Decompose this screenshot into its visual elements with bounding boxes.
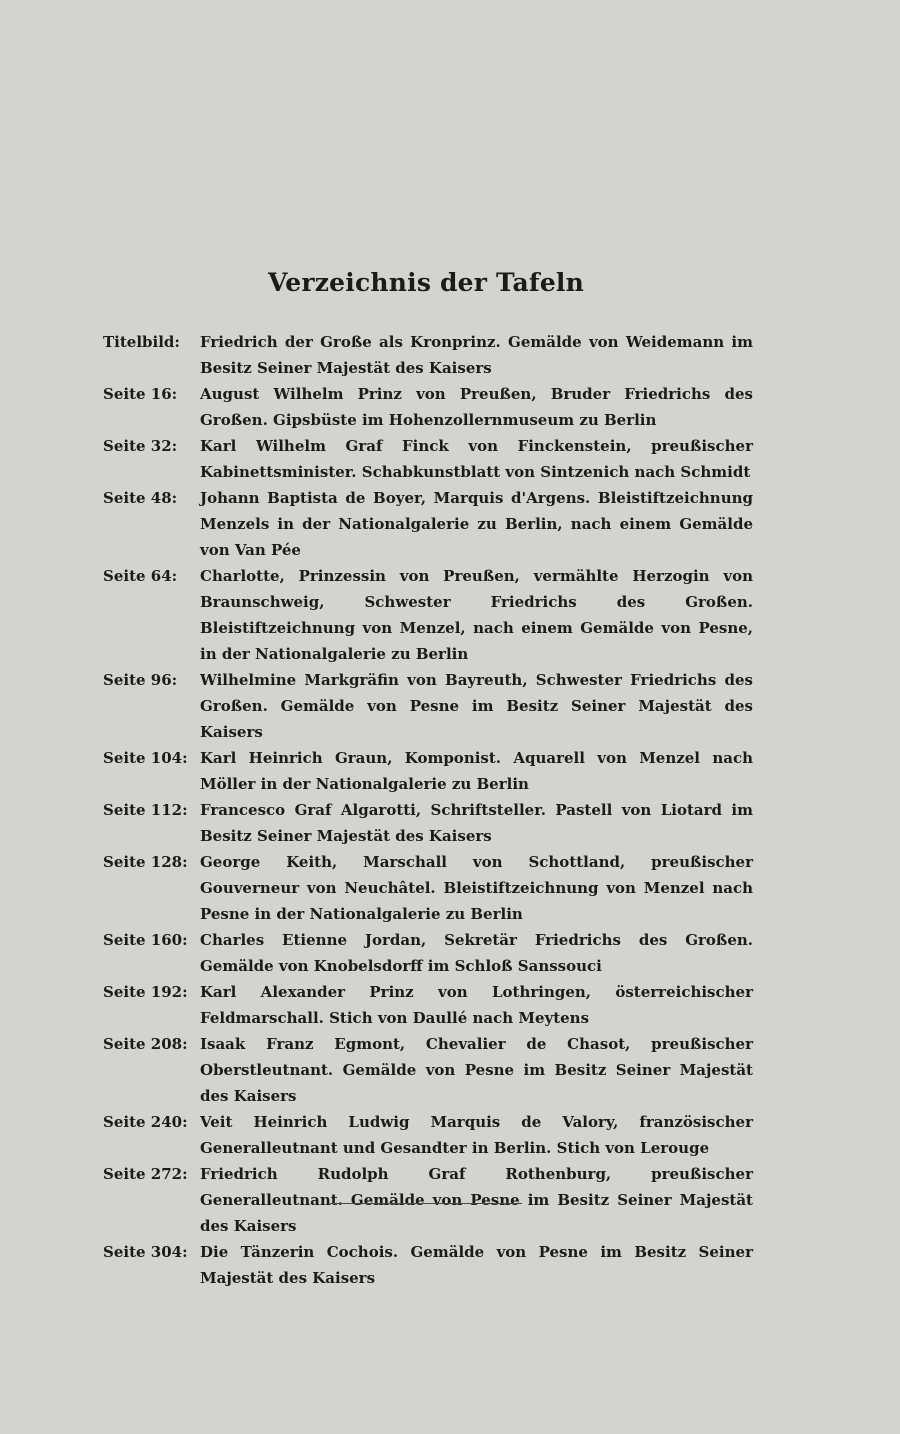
entry-page-label: Seite 112: bbox=[103, 801, 188, 819]
entry-page-label: Seite 192: bbox=[103, 983, 188, 1001]
entry-page-label: Seite 96: bbox=[103, 671, 178, 689]
entry-description: George Keith, Marschall von Schottland, preußischer Gouverneur von Neuchâtel. Bleistiftzeichnung von Menzel nach Pesne in der Nationalgalerie zu Berlin bbox=[200, 853, 753, 923]
entry-page-label: Seite 104: bbox=[103, 749, 188, 767]
entry-page-label: Seite 240: bbox=[103, 1113, 188, 1131]
list-item bbox=[103, 485, 753, 563]
page-title: Verzeichnis der Tafeln bbox=[267, 268, 585, 297]
entry-page-label: Seite 304: bbox=[103, 1243, 188, 1261]
entry-description: August Wilhelm Prinz von Preußen, Bruder Friedrichs des Großen. Gipsbüste im Hohenzollernmuseum zu Berlin bbox=[200, 385, 753, 429]
entry-description: Charlotte, Prinzessin von Preußen, vermählte Herzogin von Braunschweig, Schwester Friedrichs des Großen. Bleistiftzeichnung von Menzel, nach einem Gemälde von Pesne, in der Nationalgalerie zu Berlin bbox=[200, 567, 753, 663]
list-item bbox=[103, 797, 753, 849]
entry-description: Karl Heinrich Graun, Komponist. Aquarell von Menzel nach Möller in der Nationalgalerie zu Berlin bbox=[200, 749, 753, 793]
list-item bbox=[103, 563, 753, 667]
list-item bbox=[103, 849, 753, 927]
list-item bbox=[103, 1161, 753, 1239]
entry-description: Isaak Franz Egmont, Chevalier de Chasot, preußischer Oberstleutnant. Gemälde von Pesne im Besitz Seiner Majestät des Kaisers bbox=[200, 1035, 753, 1105]
entry-description: Charles Etienne Jordan, Sekretär Friedrichs des Großen. Gemälde von Knobelsdorff im Schloß Sanssouci bbox=[200, 931, 753, 975]
list-item bbox=[103, 433, 753, 485]
entry-page-label: Seite 48: bbox=[103, 489, 178, 507]
entry-page-label: Seite 208: bbox=[103, 1035, 188, 1053]
plates-list bbox=[103, 329, 753, 1291]
entry-page-label: Seite 160: bbox=[103, 931, 188, 949]
entry-description: Die Tänzerin Cochois. Gemälde von Pesne im Besitz Seiner Majestät des Kaisers bbox=[200, 1243, 753, 1287]
entry-description: Wilhelmine Markgräfin von Bayreuth, Schwester Friedrichs des Großen. Gemälde von Pesne im Besitz Seiner Majestät des Kaisers bbox=[200, 671, 753, 741]
entry-description: Francesco Graf Algarotti, Schriftsteller. Pastell von Liotard im Besitz Seiner Majestät des Kaisers bbox=[200, 801, 753, 845]
list-item bbox=[103, 745, 753, 797]
list-item bbox=[103, 1109, 753, 1161]
entry-description: Karl Alexander Prinz von Lothringen, österreichischer Feldmarschall. Stich von Daullé nach Meytens bbox=[200, 983, 753, 1027]
entry-page-label: Seite 128: bbox=[103, 853, 188, 871]
closing-rule bbox=[330, 1203, 522, 1204]
list-item bbox=[103, 927, 753, 979]
list-item bbox=[103, 329, 753, 381]
list-item bbox=[103, 1239, 753, 1291]
entry-description: Karl Wilhelm Graf Finck von Finckenstein, preußischer Kabinettsminister. Schabkunstblatt von Sintzenich nach Schmidt bbox=[200, 437, 753, 481]
list-item bbox=[103, 667, 753, 745]
entry-page-label: Titelbild: bbox=[103, 333, 180, 351]
entry-description: Johann Baptista de Boyer, Marquis d'Argens. Bleistiftzeichnung Menzels in der Nationalgalerie zu Berlin, nach einem Gemälde von Van Pée bbox=[200, 489, 753, 559]
entry-page-label: Seite 64: bbox=[103, 567, 178, 585]
entry-description: Friedrich der Große als Kronprinz. Gemälde von Weidemann im Besitz Seiner Majestät des Kaisers bbox=[200, 333, 753, 377]
entry-page-label: Seite 32: bbox=[103, 437, 178, 455]
list-item bbox=[103, 979, 753, 1031]
entry-page-label: Seite 272: bbox=[103, 1165, 188, 1183]
entry-description: Friedrich Rudolph Graf Rothenburg, preußischer Generalleutnant. Gemälde von Pesne im Besitz Seiner Majestät des Kaisers bbox=[200, 1165, 753, 1235]
list-item bbox=[103, 381, 753, 433]
entry-description: Veit Heinrich Ludwig Marquis de Valory, französischer Generalleutnant und Gesandter in Berlin. Stich von Lerouge bbox=[200, 1113, 753, 1157]
entry-page-label: Seite 16: bbox=[103, 385, 178, 403]
list-item bbox=[103, 1031, 753, 1109]
